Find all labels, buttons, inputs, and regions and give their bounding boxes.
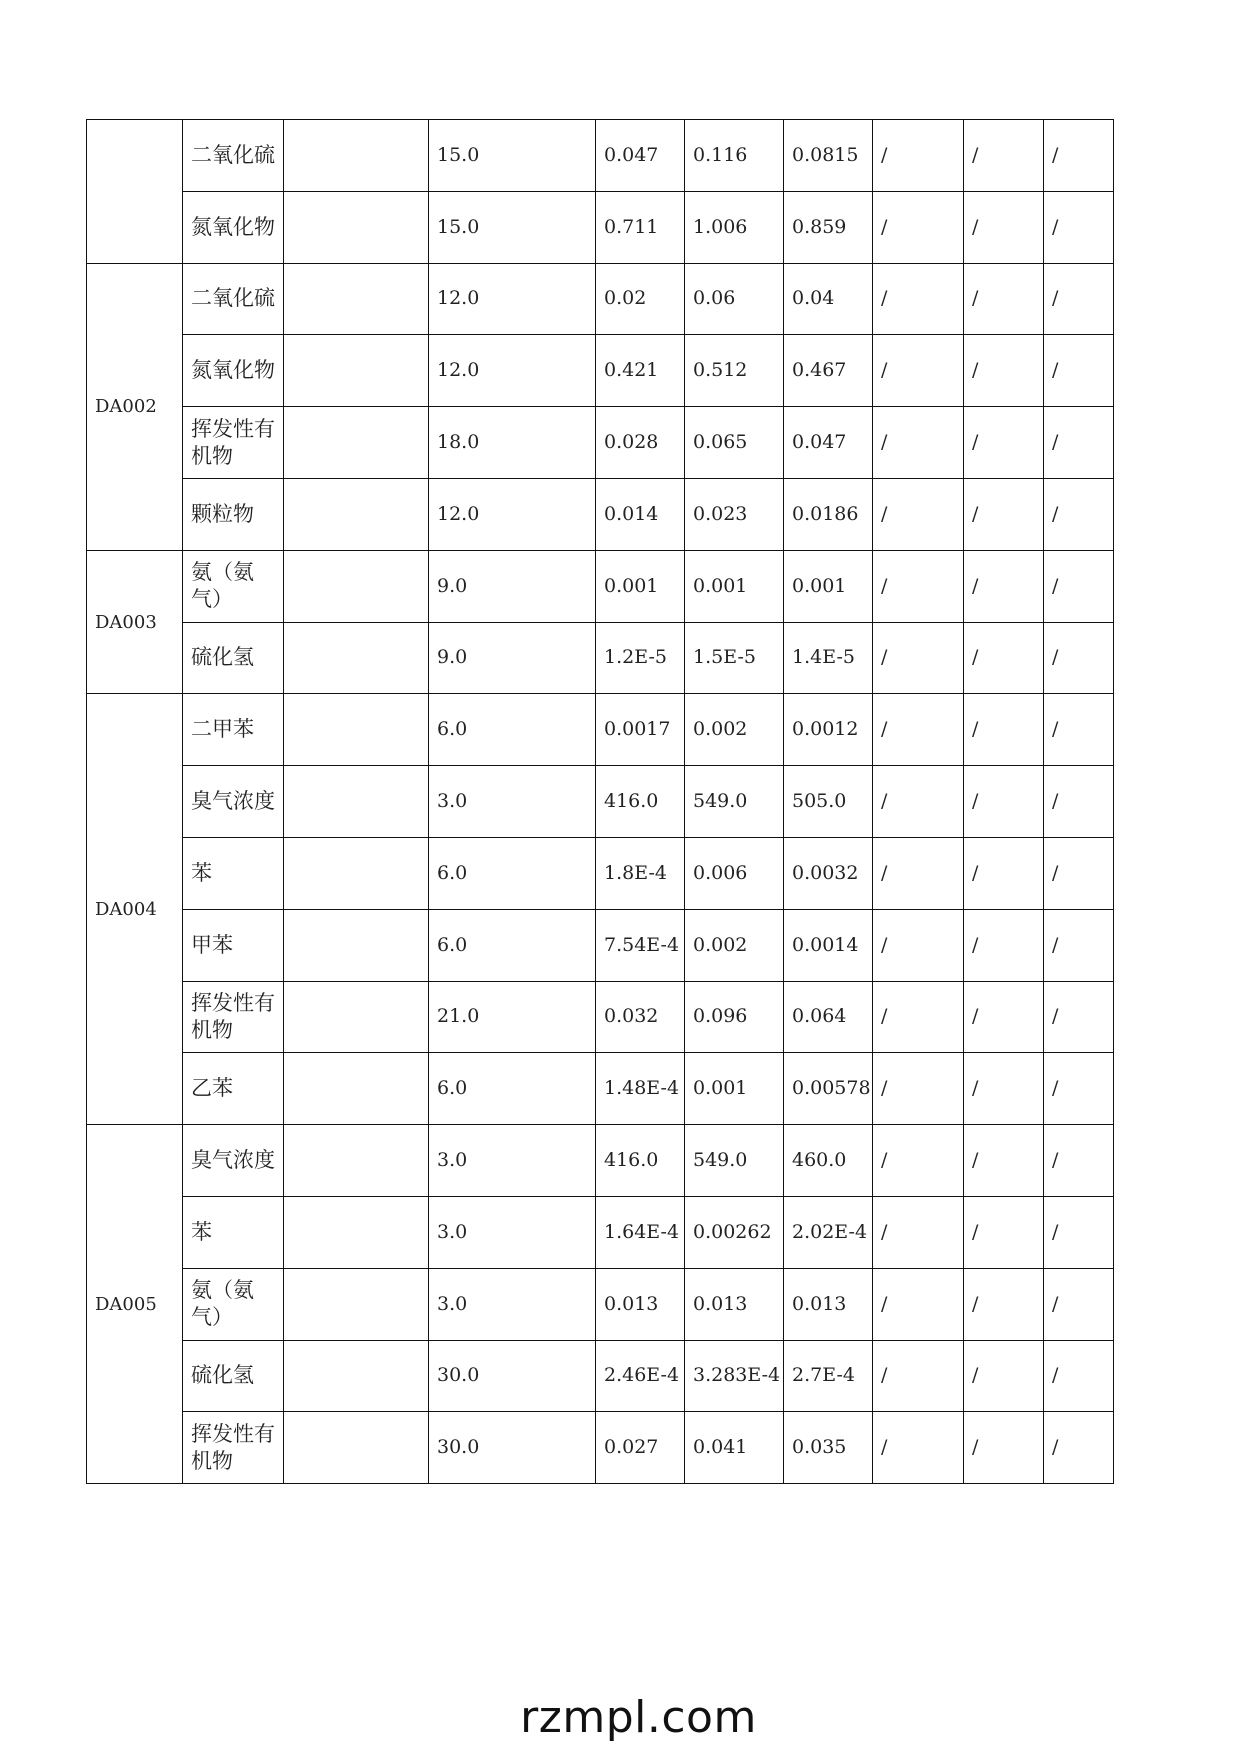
avg-cell: 0.0032 — [784, 837, 873, 909]
extra-cell-3: / — [1044, 1340, 1114, 1412]
max-cell: 0.00262 — [685, 1196, 784, 1268]
limit-cell: 15.0 — [429, 191, 596, 263]
extra-cell-3: / — [1044, 263, 1114, 335]
blank-cell — [284, 909, 429, 981]
limit-cell: 9.0 — [429, 550, 596, 622]
blank-cell — [284, 1196, 429, 1268]
min-cell: 416.0 — [596, 1125, 685, 1197]
pollutant-cell: 臭气浓度 — [183, 766, 284, 838]
blank-cell — [284, 1412, 429, 1484]
avg-cell: 460.0 — [784, 1125, 873, 1197]
blank-cell — [284, 1268, 429, 1340]
limit-cell: 6.0 — [429, 694, 596, 766]
table-row — [87, 909, 1114, 981]
outlet-id-cell: DA004 — [87, 694, 183, 1125]
extra-cell-1: / — [873, 981, 964, 1053]
pollutant-cell: 硫化氢 — [183, 1340, 284, 1412]
avg-cell: 0.0012 — [784, 694, 873, 766]
max-cell: 0.512 — [685, 335, 784, 407]
blank-cell — [284, 120, 429, 192]
max-cell: 0.013 — [685, 1268, 784, 1340]
limit-cell: 9.0 — [429, 622, 596, 694]
extra-cell-2: / — [964, 407, 1044, 479]
limit-cell: 6.0 — [429, 909, 596, 981]
extra-cell-3: / — [1044, 1268, 1114, 1340]
extra-cell-3: / — [1044, 1125, 1114, 1197]
max-cell: 0.001 — [685, 1053, 784, 1125]
max-cell: 0.002 — [685, 694, 784, 766]
extra-cell-1: / — [873, 407, 964, 479]
extra-cell-1: / — [873, 191, 964, 263]
limit-cell: 30.0 — [429, 1340, 596, 1412]
table-row — [87, 191, 1114, 263]
blank-cell — [284, 335, 429, 407]
extra-cell-3: / — [1044, 622, 1114, 694]
avg-cell: 0.047 — [784, 407, 873, 479]
table-row — [87, 1125, 1114, 1197]
extra-cell-1: / — [873, 478, 964, 550]
max-cell: 1.5E-5 — [685, 622, 784, 694]
avg-cell: 0.467 — [784, 335, 873, 407]
max-cell: 0.002 — [685, 909, 784, 981]
max-cell: 0.116 — [685, 120, 784, 192]
blank-cell — [284, 694, 429, 766]
blank-cell — [284, 191, 429, 263]
blank-cell — [284, 837, 429, 909]
min-cell: 0.027 — [596, 1412, 685, 1484]
max-cell: 1.006 — [685, 191, 784, 263]
blank-cell — [284, 263, 429, 335]
pollutant-cell: 二氧化硫 — [183, 120, 284, 192]
avg-cell: 0.04 — [784, 263, 873, 335]
extra-cell-3: / — [1044, 981, 1114, 1053]
table-row — [87, 1268, 1114, 1340]
extra-cell-2: / — [964, 191, 1044, 263]
extra-cell-2: / — [964, 335, 1044, 407]
min-cell: 0.711 — [596, 191, 685, 263]
blank-cell — [284, 622, 429, 694]
pollutant-cell: 挥发性有机物 — [183, 1412, 284, 1484]
extra-cell-1: / — [873, 550, 964, 622]
outlet-id-cell: DA003 — [87, 550, 183, 694]
blank-cell — [284, 550, 429, 622]
extra-cell-2: / — [964, 1125, 1044, 1197]
min-cell: 0.0017 — [596, 694, 685, 766]
extra-cell-2: / — [964, 981, 1044, 1053]
table-row — [87, 263, 1114, 335]
extra-cell-1: / — [873, 1125, 964, 1197]
min-cell: 0.028 — [596, 407, 685, 479]
avg-cell: 1.4E-5 — [784, 622, 873, 694]
limit-cell: 3.0 — [429, 1268, 596, 1340]
extra-cell-2: / — [964, 120, 1044, 192]
limit-cell: 12.0 — [429, 335, 596, 407]
table-row — [87, 837, 1114, 909]
table-row — [87, 407, 1114, 479]
avg-cell: 0.859 — [784, 191, 873, 263]
extra-cell-2: / — [964, 622, 1044, 694]
extra-cell-2: / — [964, 837, 1044, 909]
max-cell: 0.096 — [685, 981, 784, 1053]
avg-cell: 0.00578 — [784, 1053, 873, 1125]
blank-cell — [284, 478, 429, 550]
extra-cell-2: / — [964, 1340, 1044, 1412]
table-row — [87, 1412, 1114, 1484]
extra-cell-3: / — [1044, 335, 1114, 407]
blank-cell — [284, 981, 429, 1053]
blank-cell — [284, 1340, 429, 1412]
emission-data-table — [86, 119, 1114, 1484]
pollutant-cell: 挥发性有机物 — [183, 407, 284, 479]
extra-cell-2: / — [964, 263, 1044, 335]
avg-cell: 0.035 — [784, 1412, 873, 1484]
extra-cell-1: / — [873, 120, 964, 192]
pollutant-cell: 二甲苯 — [183, 694, 284, 766]
watermark-text: rzmpl.com — [520, 1692, 757, 1743]
extra-cell-1: / — [873, 1412, 964, 1484]
extra-cell-2: / — [964, 909, 1044, 981]
outlet-id-cell: DA002 — [87, 263, 183, 550]
pollutant-cell: 乙苯 — [183, 1053, 284, 1125]
extra-cell-1: / — [873, 694, 964, 766]
extra-cell-2: / — [964, 1268, 1044, 1340]
pollutant-cell: 氨（氨气） — [183, 1268, 284, 1340]
outlet-id-cell — [87, 120, 183, 264]
extra-cell-3: / — [1044, 766, 1114, 838]
max-cell: 0.023 — [685, 478, 784, 550]
extra-cell-3: / — [1044, 550, 1114, 622]
avg-cell: 0.0815 — [784, 120, 873, 192]
table-row — [87, 1340, 1114, 1412]
pollutant-cell: 苯 — [183, 1196, 284, 1268]
min-cell: 0.421 — [596, 335, 685, 407]
extra-cell-3: / — [1044, 478, 1114, 550]
extra-cell-2: / — [964, 1196, 1044, 1268]
extra-cell-1: / — [873, 837, 964, 909]
min-cell: 0.013 — [596, 1268, 685, 1340]
min-cell: 416.0 — [596, 766, 685, 838]
watermark — [0, 1692, 1241, 1743]
max-cell: 549.0 — [685, 1125, 784, 1197]
pollutant-cell: 甲苯 — [183, 909, 284, 981]
min-cell: 7.54E-4 — [596, 909, 685, 981]
extra-cell-2: / — [964, 478, 1044, 550]
limit-cell: 6.0 — [429, 837, 596, 909]
extra-cell-2: / — [964, 766, 1044, 838]
limit-cell: 6.0 — [429, 1053, 596, 1125]
pollutant-cell: 氮氧化物 — [183, 335, 284, 407]
limit-cell: 3.0 — [429, 766, 596, 838]
table-row — [87, 1053, 1114, 1125]
min-cell: 0.032 — [596, 981, 685, 1053]
avg-cell: 505.0 — [784, 766, 873, 838]
extra-cell-1: / — [873, 766, 964, 838]
extra-cell-3: / — [1044, 837, 1114, 909]
table-row — [87, 622, 1114, 694]
avg-cell: 2.7E-4 — [784, 1340, 873, 1412]
min-cell: 1.64E-4 — [596, 1196, 685, 1268]
max-cell: 3.283E-4 — [685, 1340, 784, 1412]
min-cell: 1.2E-5 — [596, 622, 685, 694]
avg-cell: 0.064 — [784, 981, 873, 1053]
extra-cell-1: / — [873, 263, 964, 335]
extra-cell-1: / — [873, 622, 964, 694]
table-row — [87, 1196, 1114, 1268]
outlet-id-cell: DA005 — [87, 1125, 183, 1484]
limit-cell: 3.0 — [429, 1125, 596, 1197]
min-cell: 1.48E-4 — [596, 1053, 685, 1125]
table-row — [87, 766, 1114, 838]
table-row — [87, 550, 1114, 622]
pollutant-cell: 臭气浓度 — [183, 1125, 284, 1197]
avg-cell: 0.0014 — [784, 909, 873, 981]
limit-cell: 12.0 — [429, 263, 596, 335]
limit-cell: 18.0 — [429, 407, 596, 479]
limit-cell: 3.0 — [429, 1196, 596, 1268]
max-cell: 0.001 — [685, 550, 784, 622]
table-row — [87, 478, 1114, 550]
table-row — [87, 981, 1114, 1053]
max-cell: 0.041 — [685, 1412, 784, 1484]
extra-cell-1: / — [873, 1268, 964, 1340]
avg-cell: 0.001 — [784, 550, 873, 622]
extra-cell-2: / — [964, 550, 1044, 622]
min-cell: 2.46E-4 — [596, 1340, 685, 1412]
limit-cell: 30.0 — [429, 1412, 596, 1484]
min-cell: 0.014 — [596, 478, 685, 550]
extra-cell-3: / — [1044, 191, 1114, 263]
blank-cell — [284, 1125, 429, 1197]
pollutant-cell: 氨（氨气） — [183, 550, 284, 622]
extra-cell-1: / — [873, 1053, 964, 1125]
pollutant-cell: 二氧化硫 — [183, 263, 284, 335]
pollutant-cell: 苯 — [183, 837, 284, 909]
max-cell: 0.06 — [685, 263, 784, 335]
extra-cell-1: / — [873, 335, 964, 407]
extra-cell-2: / — [964, 1412, 1044, 1484]
extra-cell-1: / — [873, 909, 964, 981]
extra-cell-3: / — [1044, 120, 1114, 192]
table-body — [87, 120, 1114, 1484]
table-row — [87, 694, 1114, 766]
table-row — [87, 335, 1114, 407]
extra-cell-3: / — [1044, 909, 1114, 981]
pollutant-cell: 挥发性有机物 — [183, 981, 284, 1053]
limit-cell: 15.0 — [429, 120, 596, 192]
extra-cell-3: / — [1044, 1196, 1114, 1268]
extra-cell-1: / — [873, 1196, 964, 1268]
extra-cell-2: / — [964, 1053, 1044, 1125]
extra-cell-3: / — [1044, 694, 1114, 766]
pollutant-cell: 颗粒物 — [183, 478, 284, 550]
max-cell: 0.065 — [685, 407, 784, 479]
blank-cell — [284, 407, 429, 479]
pollutant-cell: 硫化氢 — [183, 622, 284, 694]
min-cell: 0.02 — [596, 263, 685, 335]
min-cell: 0.047 — [596, 120, 685, 192]
blank-cell — [284, 766, 429, 838]
max-cell: 0.006 — [685, 837, 784, 909]
avg-cell: 0.013 — [784, 1268, 873, 1340]
pollutant-cell: 氮氧化物 — [183, 191, 284, 263]
extra-cell-3: / — [1044, 1053, 1114, 1125]
extra-cell-1: / — [873, 1340, 964, 1412]
min-cell: 0.001 — [596, 550, 685, 622]
blank-cell — [284, 1053, 429, 1125]
table-row — [87, 120, 1114, 192]
extra-cell-2: / — [964, 694, 1044, 766]
limit-cell: 21.0 — [429, 981, 596, 1053]
min-cell: 1.8E-4 — [596, 837, 685, 909]
avg-cell: 0.0186 — [784, 478, 873, 550]
extra-cell-3: / — [1044, 1412, 1114, 1484]
extra-cell-3: / — [1044, 407, 1114, 479]
limit-cell: 12.0 — [429, 478, 596, 550]
max-cell: 549.0 — [685, 766, 784, 838]
avg-cell: 2.02E-4 — [784, 1196, 873, 1268]
